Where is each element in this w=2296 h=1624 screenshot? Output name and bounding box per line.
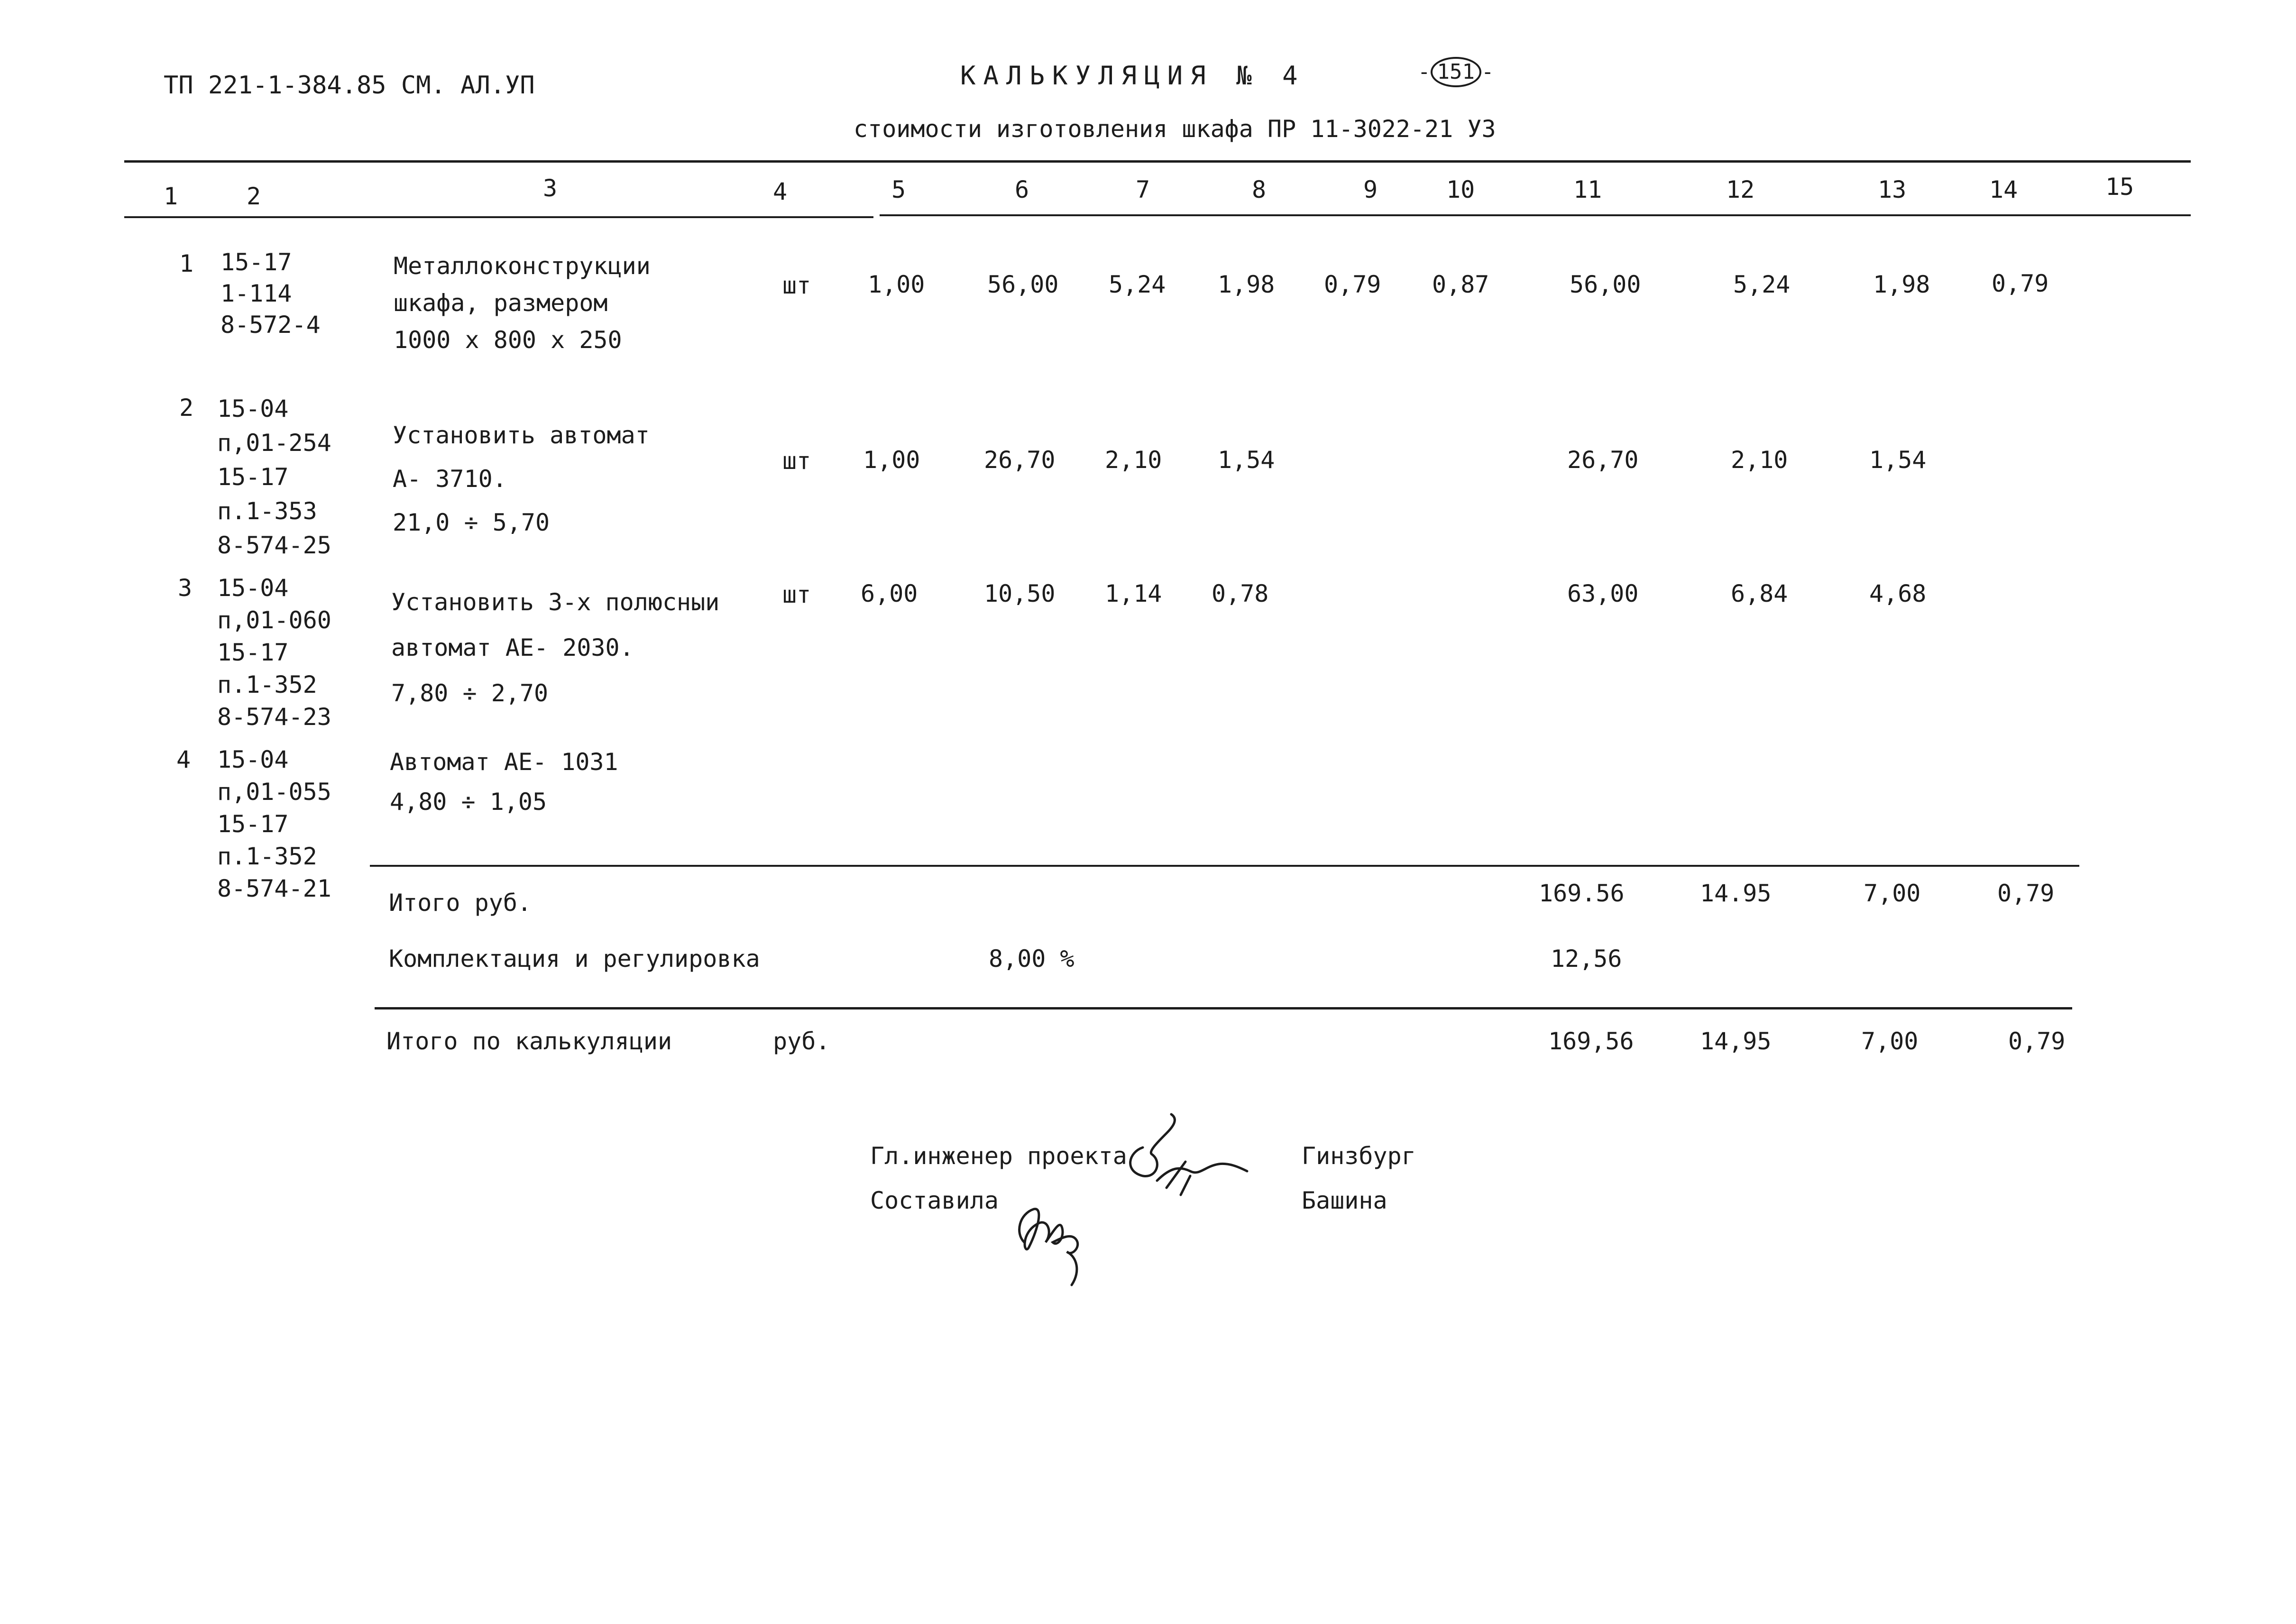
- row-3-c13: 4,68: [1869, 580, 1927, 607]
- row-1-c5: 1,00: [868, 271, 925, 298]
- chief-engineer-signature: [1110, 1105, 1261, 1214]
- row-1-c8: 1,98: [1218, 271, 1275, 298]
- row-2-c5: 1,00: [863, 446, 920, 474]
- column-number-2: 2: [247, 183, 261, 210]
- row-1-c12: 5,24: [1733, 271, 1791, 298]
- column-number-7: 7: [1136, 176, 1150, 203]
- header-bottom-rule-right: [880, 214, 2191, 216]
- row-3-code-line: 15-04: [217, 574, 289, 602]
- row-1-name-line: шкафа, размером: [394, 289, 608, 317]
- row-1-c7: 5,24: [1109, 271, 1166, 298]
- row-1-code-line: 15-17: [220, 248, 292, 276]
- row-4-name: [390, 742, 618, 822]
- page-number-value: 151: [1431, 57, 1481, 87]
- totals-c13: 7,00: [1864, 880, 1921, 907]
- page-number: - 151 -: [1418, 57, 1494, 87]
- row-2-name-line: А- 3710.: [393, 465, 507, 493]
- row-3-c11: 63,00: [1567, 580, 1639, 607]
- column-number-10: 10: [1446, 176, 1475, 203]
- totals-c11: 169.56: [1539, 880, 1625, 907]
- row-3-name: [391, 579, 719, 716]
- row-2-codes: [217, 392, 331, 562]
- column-number-8: 8: [1252, 176, 1267, 203]
- assembly-c11: 12,56: [1551, 945, 1622, 973]
- grand-total-rule: [375, 1007, 2072, 1009]
- row-4-code-line: п.1-352: [217, 843, 317, 870]
- row-2-name-line: Установить автомат: [393, 422, 650, 449]
- chief-engineer-name: Гинзбург: [1302, 1142, 1416, 1170]
- row-2-c7: 2,10: [1105, 446, 1162, 474]
- row-3-name-line: Установить 3-х полюсныи: [391, 588, 720, 616]
- assembly-label: Комплектация и регулировка: [389, 945, 760, 973]
- row-2-code-line: п.1-353: [217, 497, 317, 525]
- grand-total-c14: 0,79: [2008, 1028, 2066, 1055]
- column-number-5: 5: [891, 176, 906, 203]
- header-top-rule: [124, 160, 2191, 163]
- document-code: ТП 221-1-384.85 СМ. АЛ.УП: [164, 71, 535, 100]
- row-2-c6: 26,70: [984, 446, 1056, 474]
- row-1-code-line: 1-114: [220, 280, 292, 307]
- row-4-code-line: 15-04: [217, 746, 289, 773]
- column-number-6: 6: [1015, 176, 1029, 203]
- row-2-c11: 26,70: [1567, 446, 1639, 474]
- row-3-code-line: 8-574-23: [217, 703, 331, 731]
- row-4-name-line: 4,80 ÷ 1,05: [390, 788, 547, 816]
- grand-total-c13: 7,00: [1861, 1028, 1919, 1055]
- row-4-codes: [217, 743, 331, 905]
- compiled-label: Составила: [870, 1187, 999, 1214]
- row-2-c8: 1,54: [1218, 446, 1275, 474]
- document-subtitle: стоимости изготовления шкафа ПР 11-3022-21 УЗ: [854, 115, 1496, 143]
- document-title: КАЛЬКУЛЯЦИЯ № 4: [960, 61, 1305, 91]
- row-1-unit: шт: [782, 272, 811, 299]
- row-4-code-line: 15-17: [217, 810, 289, 838]
- totals-c12: 14.95: [1700, 880, 1772, 907]
- row-3-number: 3: [178, 574, 193, 602]
- row-3-code-line: п.1-352: [217, 671, 317, 698]
- row-3-c8: 0,78: [1212, 580, 1269, 607]
- row-1-code-line: 8-572-4: [220, 311, 321, 339]
- row-2-code-line: 15-17: [217, 463, 289, 491]
- totals-c14: 0,79: [1997, 880, 2055, 907]
- row-4-name-line: Автомат АЕ- 1031: [390, 748, 618, 776]
- row-1-c10: 0,87: [1432, 271, 1489, 298]
- row-1-name: [394, 248, 651, 358]
- row-3-c12: 6,84: [1731, 580, 1788, 607]
- column-number-12: 12: [1726, 176, 1755, 203]
- row-2-number: 2: [179, 394, 194, 422]
- grand-total-c11: 169,56: [1548, 1028, 1634, 1055]
- column-number-3: 3: [543, 174, 558, 202]
- row-2-unit: шт: [782, 447, 811, 475]
- column-number-13: 13: [1878, 176, 1907, 203]
- column-number-15: 15: [2105, 173, 2134, 201]
- row-2-c13: 1,54: [1869, 446, 1927, 474]
- row-3-unit: шт: [782, 581, 811, 608]
- row-4-number: 4: [176, 746, 191, 773]
- column-number-14: 14: [1989, 176, 2018, 203]
- row-1-name-line: 1000 х 800 х 250: [394, 326, 622, 354]
- row-3-codes: [217, 572, 331, 733]
- grand-total-unit: руб.: [773, 1028, 830, 1055]
- row-1-c6: 56,00: [987, 271, 1059, 298]
- row-1-c9: 0,79: [1324, 271, 1381, 298]
- row-2-name: [393, 413, 650, 544]
- row-3-code-line: п,01-060: [217, 606, 331, 634]
- column-number-4: 4: [773, 178, 788, 205]
- row-3-code-line: 15-17: [217, 639, 289, 666]
- row-4-code-line: п,01-055: [217, 778, 331, 806]
- chief-engineer-label: Гл.инженер проекта: [870, 1142, 1127, 1170]
- row-1-number: 1: [179, 250, 194, 277]
- assembly-percent: 8,00 %: [989, 945, 1075, 973]
- grand-total-label: Итого по калькуляции: [386, 1028, 672, 1055]
- row-3-c5: 6,00: [861, 580, 918, 607]
- row-2-c12: 2,10: [1731, 446, 1788, 474]
- row-2-code-line: 15-04: [217, 395, 289, 422]
- row-1-c13: 1,98: [1873, 271, 1930, 298]
- row-2-name-line: 21,0 ÷ 5,70: [393, 509, 550, 536]
- row-3-c6: 10,50: [984, 580, 1056, 607]
- row-1-c14: 0,79: [1992, 270, 2049, 297]
- column-number-1: 1: [164, 183, 178, 210]
- row-1-c11: 56,00: [1570, 271, 1641, 298]
- column-number-11: 11: [1573, 176, 1602, 203]
- row-3-c7: 1,14: [1105, 580, 1162, 607]
- compiler-signature: [1005, 1171, 1110, 1294]
- row-2-code-line: п,01-254: [217, 429, 331, 457]
- compiled-name: Башина: [1302, 1187, 1387, 1214]
- row-1-codes: [220, 247, 321, 340]
- column-number-9: 9: [1363, 176, 1378, 203]
- header-bottom-rule: [124, 216, 873, 218]
- row-1-name-line: Металлоконструкции: [394, 252, 651, 280]
- row-4-code-line: 8-574-21: [217, 875, 331, 902]
- grand-total-c12: 14,95: [1700, 1028, 1772, 1055]
- row-2-code-line: 8-574-25: [217, 532, 331, 559]
- row-3-name-line: автомат АЕ- 2030.: [391, 634, 634, 661]
- totals-rule: [370, 865, 2079, 867]
- row-3-name-line: 7,80 ÷ 2,70: [391, 679, 549, 707]
- totals-label: Итого руб.: [389, 889, 532, 917]
